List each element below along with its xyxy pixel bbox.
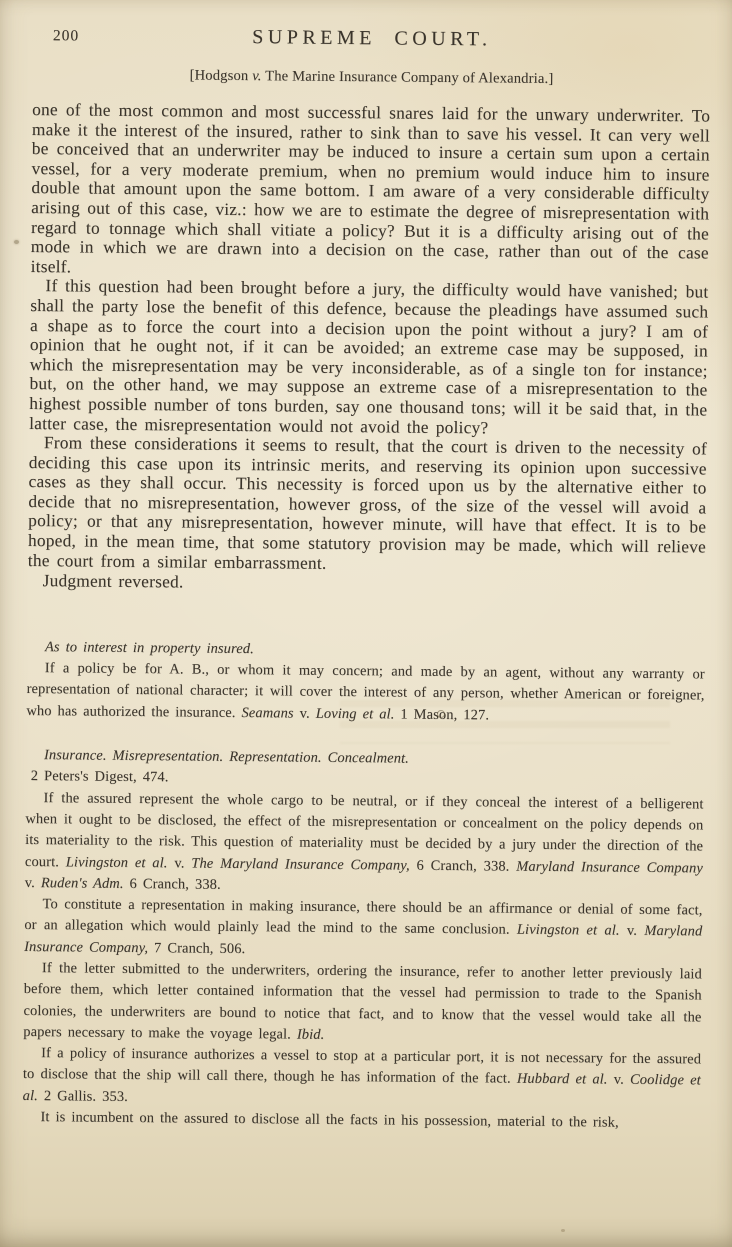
ink-speck <box>14 240 19 244</box>
ink-speck <box>561 1229 565 1232</box>
opinion-body <box>28 100 710 577</box>
text-run: If a policy be for A. B., or whom it may concern; and made by an agent, without any warranty or representation of national character; it will cover the interest of any person, whether American or foreigner, who has authorized the insurance. <box>26 660 705 721</box>
case-caption <box>32 66 710 90</box>
note-subheading: 2 Peters's Digest, 474. <box>30 768 169 786</box>
text-run: 1 Mason, 127. <box>394 706 490 724</box>
scanned-page-content <box>22 24 711 1135</box>
opinion-paragraph: If this question had been brought before a jury, the difficulty would have vanished; but shall the party lose the benefit of this defence, because the pleadings have assumed such a shape as to force the court into a decision upon the point without a jury? I am of opinion that he ought not, if it can be avoided; an extreme case may be supposed, in which the misrepresentation may be very inconsiderable, as of a single ton for instance; but, on the other hand, we may suppose an extreme case of a misrepresentation to the highest possible number of tons burden, say one thousand tons; will it be said that, in the latter case, the misrepresentation would not avoid the policy? <box>29 276 709 437</box>
text-run: If the assured represent the whole cargo to be neutral, or if they conceal the interest of a belligerent when it ought to be disclosed, the effect of the misrepresentation or concealment on the policy depends on its materiality to the risk. This question of materiality must be decided by a jury under the direction of the court. <box>24 789 704 870</box>
page-header <box>33 24 711 57</box>
citation-italic: Livingston et al. <box>65 853 168 871</box>
text-run: To constitute a representation in making insurance, there should be an affirmance or denial of some fact, or an allegation which would plainly lead the mind to the same conclusion. <box>24 896 703 939</box>
text-run: [Hodgson <box>189 67 253 85</box>
text-run: 6 Cranch, 338. <box>123 875 221 893</box>
opinion-paragraph: From these considerations it seems to result, that the court is driven to the necessity of deciding this case upon its intrinsic merits, and reserving its opinion upon successive cases as they shall occur. This necessity is forced upon us by the alternative either to decide that no misrepresentation, however gross, of the size of the vessel will avoid a policy; or that any misrepresentation, however minute, will have that effect. It is to be hoped, in the mean time, that some statutory provision may be made, which will relieve the court from a similar embarrassment. <box>27 433 708 573</box>
citation-italic: v. <box>252 68 262 85</box>
text-run: v. <box>619 923 645 940</box>
text-run: It is incumbent on the assured to disclose all the facts in his possession, material to the risk, <box>40 1109 619 1131</box>
citation-italic: Hubbard et al. <box>516 1071 608 1089</box>
text-run: The Marine Insurance Company of Alexandria.] <box>261 68 554 87</box>
judgment-line: Judgment reversed. <box>42 571 184 592</box>
running-head: SUPREME COURT. <box>252 26 492 51</box>
note-heading: Insurance. Misrepresentation. Representation. Concealment. <box>43 747 410 767</box>
citation-italic: Maryland Insurance Company <box>516 858 704 876</box>
note <box>22 745 704 1135</box>
citation-italic: The Maryland Insurance Company, <box>191 855 410 874</box>
text-run: 6 Cranch, 338. <box>409 857 517 875</box>
citation-italic: Livingston et al. <box>516 922 620 940</box>
page-number: 200 <box>52 27 80 45</box>
text-run: 7 Cranch, 506. <box>148 939 246 957</box>
note-paragraph <box>24 894 703 964</box>
text-run: v. <box>607 1072 631 1089</box>
text-run: v. <box>293 705 316 722</box>
text-run: If a policy of insurance authorizes a vessel to stop at a particular port, it is not necessary for the assured to disclose that the ship will call there, though he has information of the fact. <box>22 1045 702 1088</box>
note-paragraph <box>23 1043 702 1113</box>
citation-italic: Maryland Insurance Company, <box>24 923 703 956</box>
note <box>26 637 705 729</box>
note-paragraph <box>23 958 702 1050</box>
citation-italic: Coolidge et al. <box>22 1072 701 1104</box>
citation-italic: Seamans <box>241 704 294 722</box>
note-paragraph <box>25 788 704 901</box>
opinion-paragraph: one of the most common and most successful snares laid for the unwary underwriter. To make it the interest of the insured, rather to sink than to save his vessel. It can very well be conceived that an underwriter may be induced to insure a certain sum upon a certain vessel, for a very moderate premium, when no premium would induce him to insure double that amount upon the same bottom. I am aware of a very considerable difficulty arising out of this case, viz.: how we are to estimate the degree of misrepresentation with regard to tonnage which shall vitiate a policy? But it is a difficulty arising out of the mode in which we are drawn into a decision on the case, rather than out of the case itself. <box>30 99 711 277</box>
annotations-section <box>22 637 705 1135</box>
note-paragraph <box>26 658 705 728</box>
citation-italic: Loving et al. <box>315 705 395 723</box>
text-run: v. <box>24 874 41 891</box>
note-heading: As to interest in property insured. <box>44 638 254 657</box>
text-run: 2 Gallis. 353. <box>37 1087 129 1105</box>
text-run: If the letter submitted to the underwriters, ordering the insurance, refer to another letter previously laid before them, which letter contained information that the vessel had permission to trade to the Spanish colonies, the underwriters are bound to notice that fact, and to know that the vessel would take all the papers necessary to make the voyage legal. <box>23 960 702 1043</box>
citation-italic: Ibid. <box>296 1026 325 1043</box>
text-run: v. <box>167 854 192 872</box>
citation-italic: Ruden's Adm. <box>40 874 124 892</box>
